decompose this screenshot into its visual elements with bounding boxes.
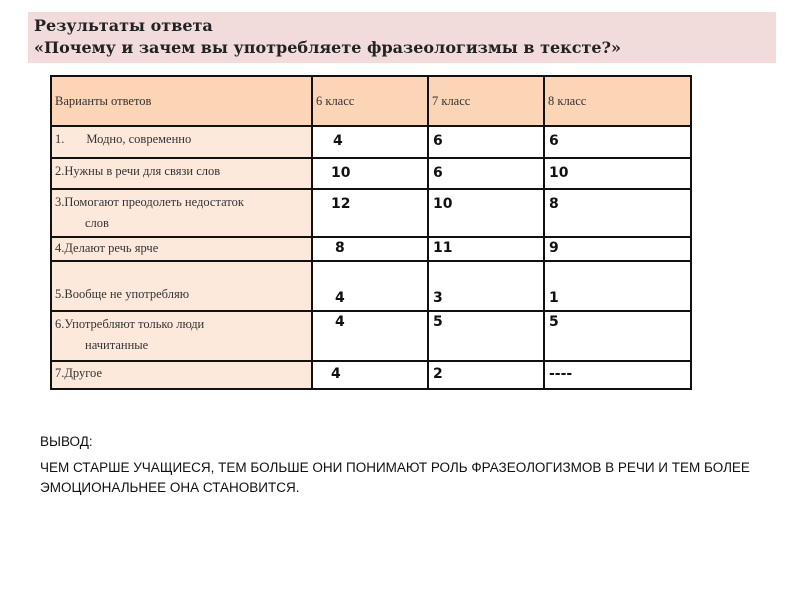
table-row [51,237,691,261]
cell-7: 6 [428,158,544,189]
cell-6: 8 [312,237,428,261]
title-line-2: «Почему и зачем вы употребляете фразеологизмы в тексте?» [34,38,621,57]
cell-8: ---- [544,361,691,389]
row-label [51,189,312,237]
row-number: 1. [55,132,65,146]
table-row [51,189,691,237]
row-label: 5.Вообще не употребляю [51,261,312,311]
slide-title [28,12,776,63]
cell-6: 4 [312,361,428,389]
cell-8: 10 [544,158,691,189]
cell-7: 10 [428,189,544,237]
results-table [50,75,692,390]
cell-7: 3 [428,261,544,311]
row-label-text-2: начитанные [85,338,149,352]
header-cell: 7 класс [428,76,544,126]
cell-8: 9 [544,237,691,261]
header-cell: 6 класс [312,76,428,126]
cell-7: 5 [428,311,544,361]
row-label [51,126,312,158]
header-cell: Варианты ответов [51,76,312,126]
row-label: 2.Нужны в речи для связи слов [51,158,312,189]
cell-8: 6 [544,126,691,158]
cell-7: 6 [428,126,544,158]
cell-6: 4 [312,311,428,361]
table-row [51,126,691,158]
row-label: 4.Делают речь ярче [51,237,312,261]
row-label-text: Модно, современно [86,132,192,146]
row-label-text-2: слов [85,216,109,230]
cell-8: 1 [544,261,691,311]
row-label-text: 3.Помогают преодолеть недостаток [55,195,244,209]
table-header-row [51,76,691,126]
cell-8: 5 [544,311,691,361]
table-row [51,311,691,361]
table-row [51,158,691,189]
cell-6: 4 [312,261,428,311]
cell-6: 4 [312,126,428,158]
cell-6: 10 [312,158,428,189]
table-row [51,261,691,311]
conclusion-text: ЧЕМ СТАРШЕ УЧАЩИЕСЯ, ТЕМ БОЛЬШЕ ОНИ ПОНИМАЮТ РОЛЬ ФРАЗЕОЛОГИЗМОВ В РЕЧИ И ТЕМ БОЛЕЕ ЭМОЦИОНАЛЬНЕЕ ОНА СТАНОВИТСЯ. [40,460,750,495]
header-cell: 8 класс [544,76,691,126]
title-line-1: Результаты ответа [34,16,213,35]
row-label [51,311,312,361]
cell-7: 2 [428,361,544,389]
cell-8: 8 [544,189,691,237]
cell-7: 11 [428,237,544,261]
row-label-text: 6.Употребляют только люди [55,317,205,331]
row-label: 7.Другое [51,361,312,389]
conclusion-heading: ВЫВОД: [40,434,93,449]
table-row [51,361,691,389]
cell-6: 12 [312,189,428,237]
conclusion [40,432,780,504]
